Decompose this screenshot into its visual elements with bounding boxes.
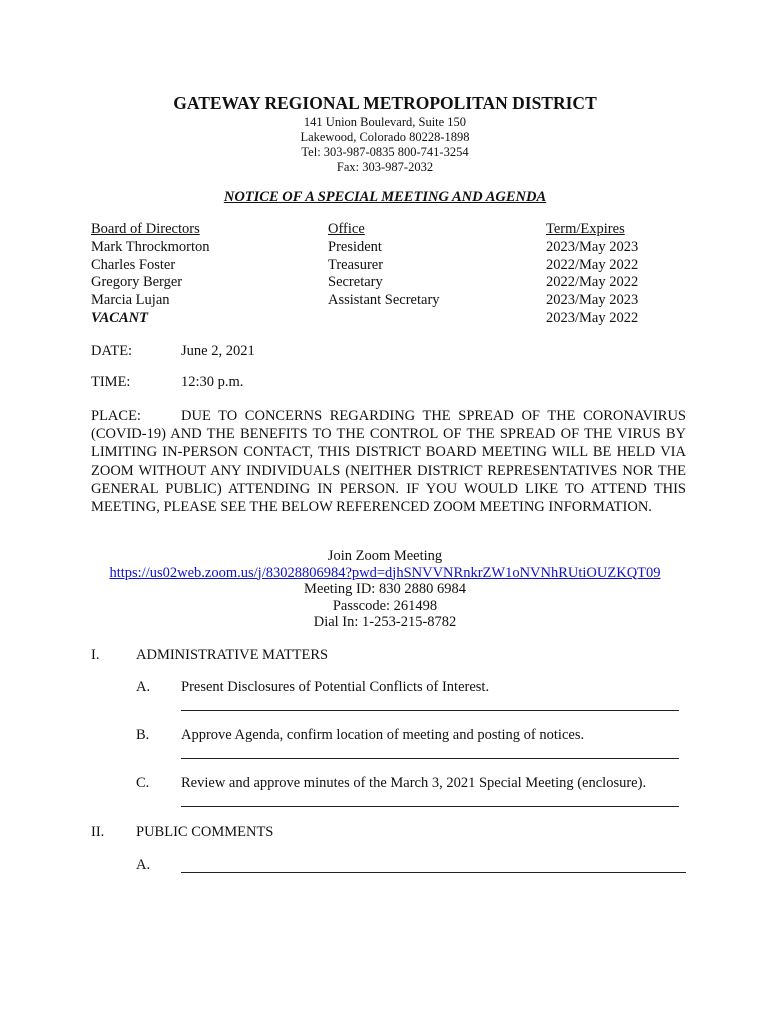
notice-title: NOTICE OF A SPECIAL MEETING AND AGENDA bbox=[223, 189, 547, 205]
term-header: Term/Expires bbox=[546, 221, 625, 237]
phone-line: Tel: 303-987-0835 800-741-3254 bbox=[301, 145, 469, 159]
address-line-1: 141 Union Boulevard, Suite 150 bbox=[303, 115, 467, 129]
section-title: ADMINISTRATIVE MATTERS bbox=[136, 647, 329, 663]
agenda-item-text: Present Disclosures of Potential Conflicts of Interest. bbox=[181, 679, 490, 695]
term-value: 2023/May 2023 bbox=[546, 292, 639, 309]
office-value: Assistant Secretary bbox=[328, 292, 440, 309]
section-number: II. bbox=[91, 824, 105, 840]
term-value: 2022/May 2022 bbox=[546, 274, 639, 291]
term-column bbox=[546, 221, 638, 328]
zoom-join-label: Join Zoom Meeting bbox=[327, 548, 443, 564]
director-name: Mark Throckmorton bbox=[91, 238, 210, 255]
office-value: President bbox=[328, 238, 382, 255]
director-name-vacant: VACANT bbox=[91, 309, 148, 326]
term-value: 2022/May 2022 bbox=[546, 256, 639, 273]
agenda-item-rule bbox=[181, 758, 679, 759]
term-value: 2023/May 2023 bbox=[546, 238, 639, 255]
agenda-item-letter: A. bbox=[136, 679, 151, 695]
agenda-item-rule bbox=[181, 710, 679, 711]
director-name: Marcia Lujan bbox=[91, 292, 170, 309]
address-line-2: Lakewood, Colorado 80228-1898 bbox=[300, 130, 470, 144]
agenda-item-letter: A. bbox=[136, 857, 151, 873]
office-column bbox=[328, 221, 440, 310]
office-value: Treasurer bbox=[328, 256, 384, 273]
time-label: TIME: bbox=[91, 374, 131, 390]
zoom-passcode: Passcode: 261498 bbox=[332, 597, 438, 614]
director-name: Gregory Berger bbox=[91, 274, 183, 291]
office-header: Office bbox=[328, 221, 365, 237]
board-names-column bbox=[91, 221, 210, 328]
agenda-item-letter: B. bbox=[136, 727, 150, 743]
office-value: Secretary bbox=[328, 274, 383, 291]
fax-line: Fax: 303-987-2032 bbox=[336, 160, 434, 174]
section-number: I. bbox=[91, 647, 100, 663]
district-title: GATEWAY REGIONAL METROPOLITAN DISTRICT bbox=[173, 93, 597, 113]
zoom-dial-in: Dial In: 1-253-215-8782 bbox=[313, 614, 457, 631]
agenda-item-text: Approve Agenda, confirm location of meeting and posting of notices. bbox=[181, 727, 585, 743]
date-label: DATE: bbox=[91, 343, 133, 359]
time-value: 12:30 p.m. bbox=[181, 374, 244, 390]
agenda-item-text: Review and approve minutes of the March 3, 2021 Special Meeting (enclosure). bbox=[181, 775, 647, 791]
zoom-info bbox=[0, 548, 770, 631]
director-name: Charles Foster bbox=[91, 256, 176, 273]
date-value: June 2, 2021 bbox=[181, 343, 255, 359]
term-value: 2023/May 2022 bbox=[546, 309, 639, 326]
zoom-meeting-id: Meeting ID: 830 2880 6984 bbox=[304, 581, 466, 598]
place-label: PLACE: bbox=[91, 408, 141, 424]
board-header: Board of Directors bbox=[91, 221, 200, 237]
zoom-meeting-link[interactable]: https://us02web.zoom.us/j/83028806984?pwd=djhSNVVNRnkrZW1oNVNhRUtiOUZKQT09 bbox=[109, 564, 661, 581]
place-text: DUE TO CONCERNS REGARDING THE SPREAD OF THE CORONAVIRUS (COVID-19) AND THE BENEFITS TO THE CONTROL OF THE SPREAD OF THE VIRUS BY LIMITING IN-PERSON CONTACT, THIS DISTRICT BOARD MEETING WILL BE HELD VIA ZOOM WITHOUT ANY INDIVIDUALS (NEITHER DISTRICT REPRESENTATIVES NOR THE GENERAL PUBLIC) ATTENDING IN PERSON. IF YOU WOULD LIKE TO ATTEND THIS MEETING, PLEASE SEE THE BELOW REFERENCED ZOOM MEETING INFORMATION. bbox=[91, 408, 686, 516]
place-paragraph bbox=[91, 407, 686, 516]
agenda-item-rule bbox=[181, 872, 686, 873]
section-title: PUBLIC COMMENTS bbox=[136, 824, 274, 840]
agenda-item-letter: C. bbox=[136, 775, 150, 791]
agenda-item-rule bbox=[181, 806, 679, 807]
